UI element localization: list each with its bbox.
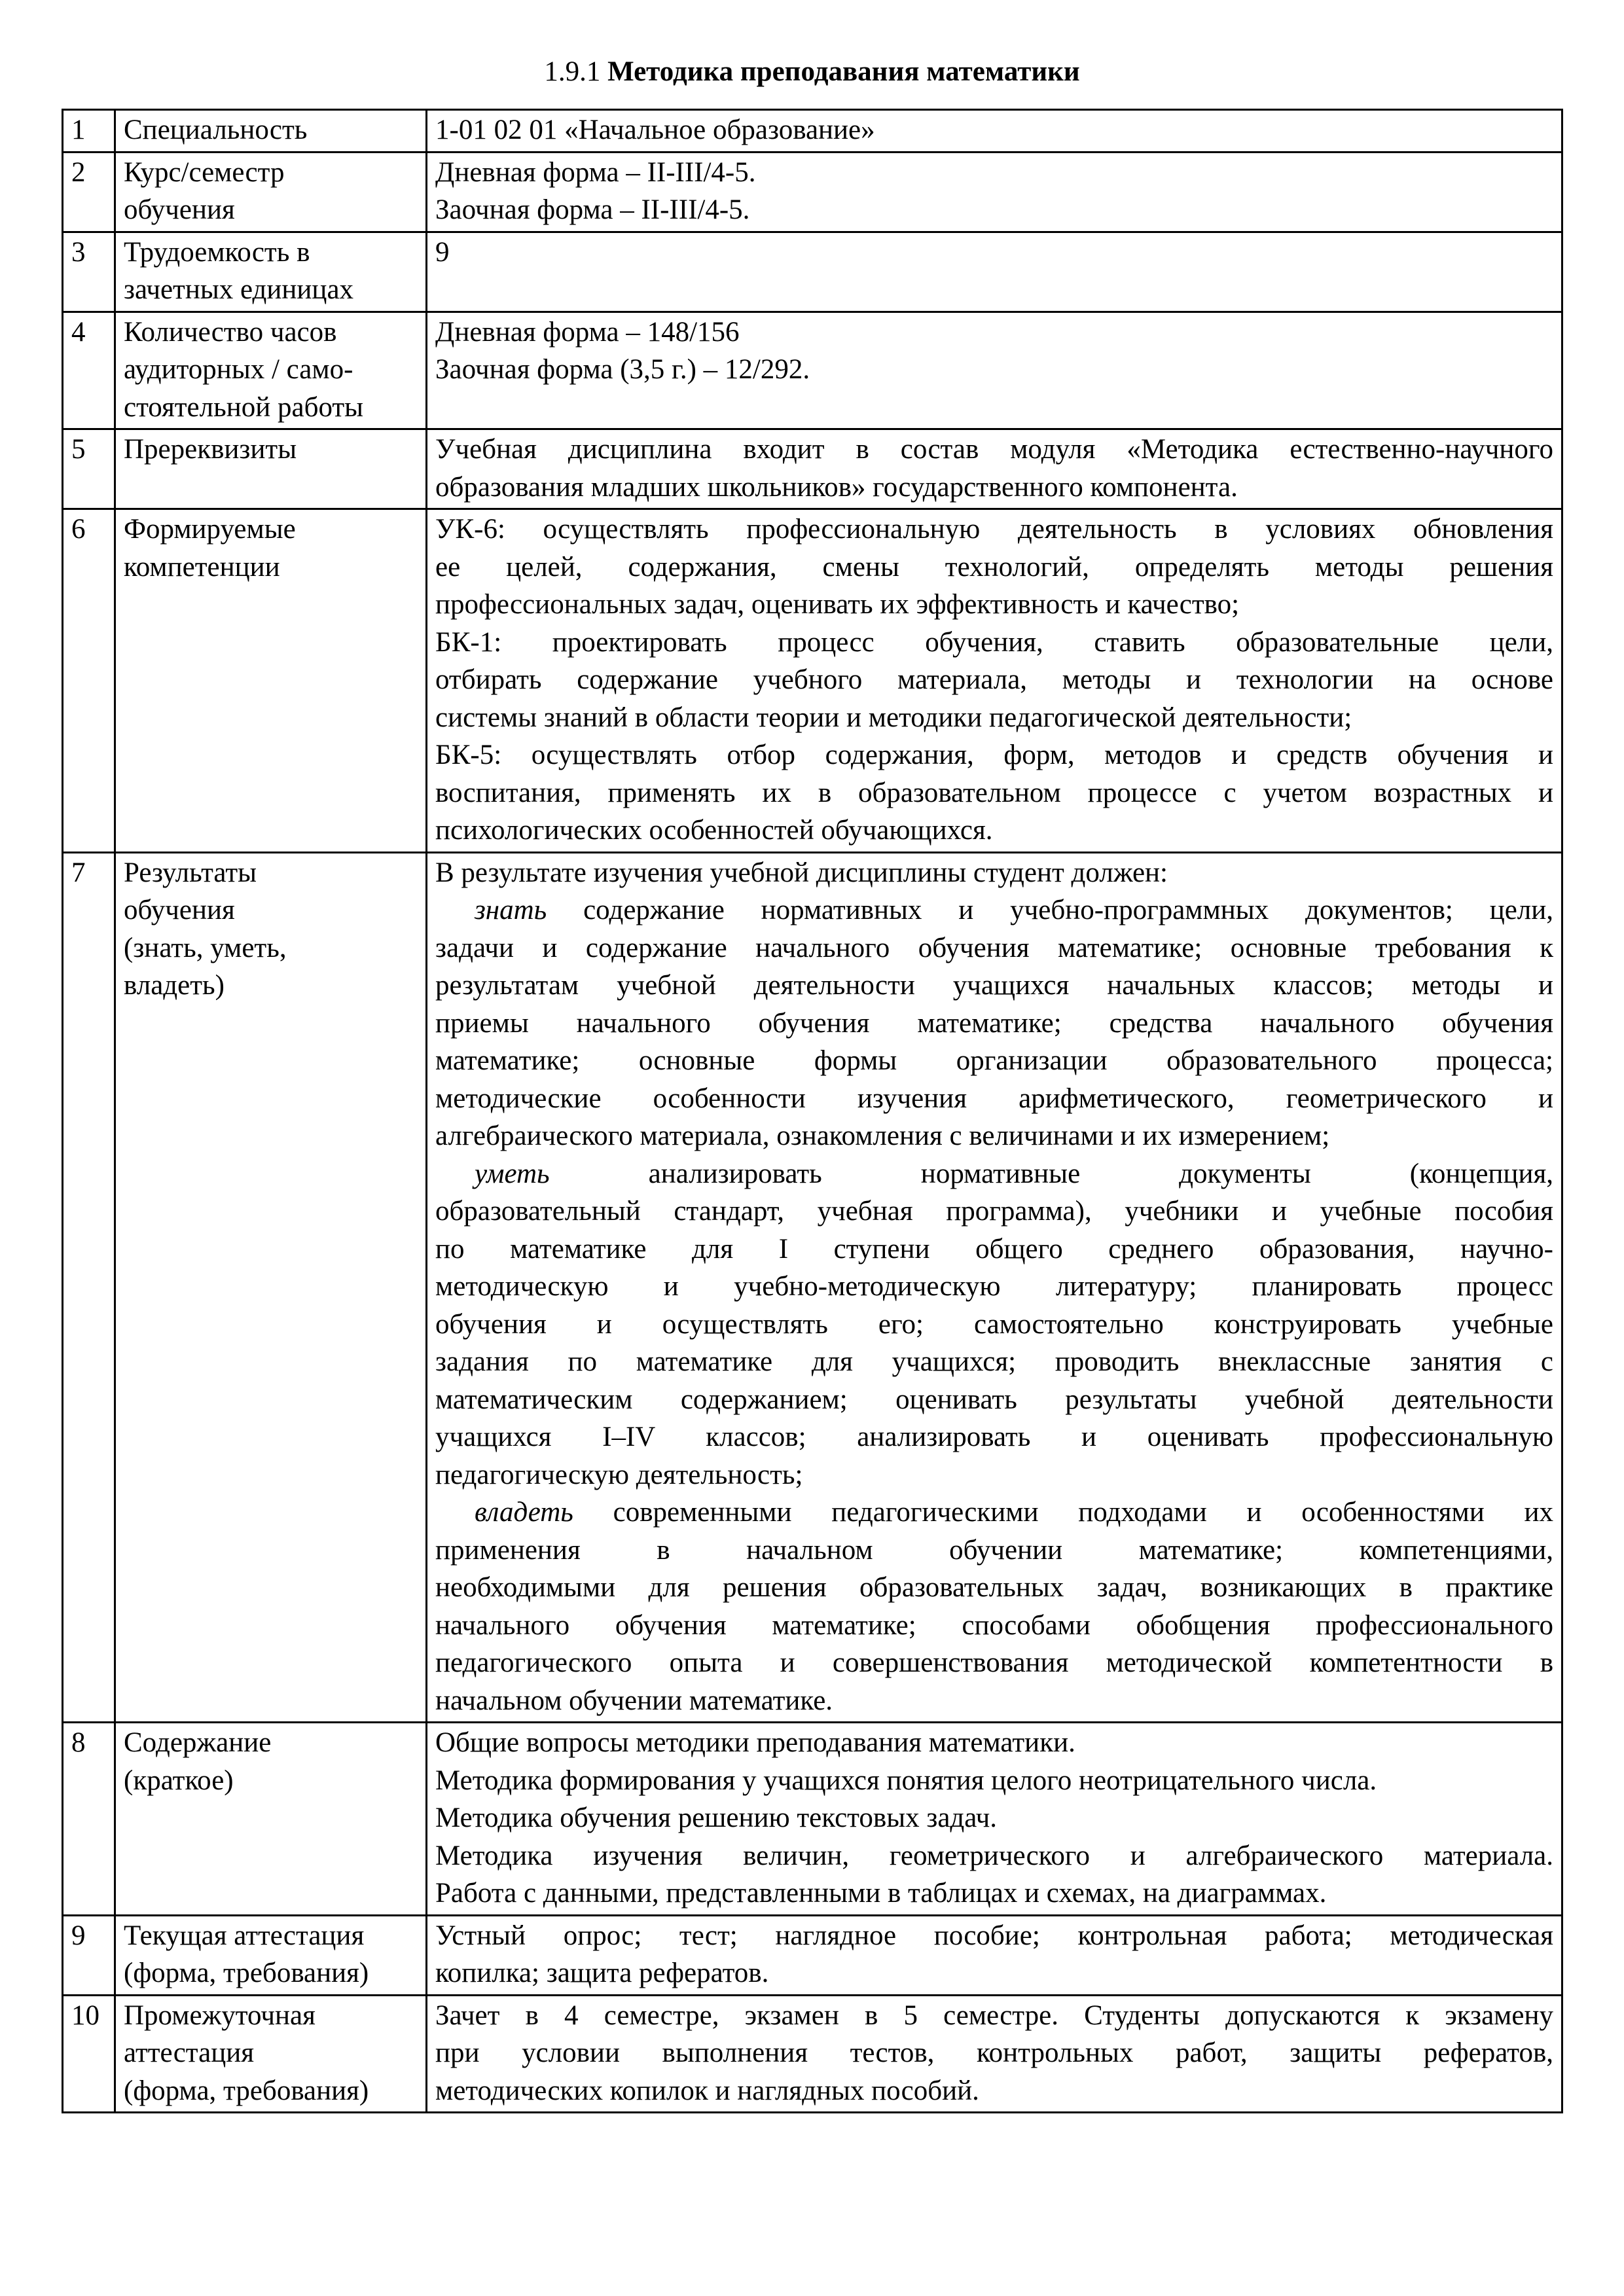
value-line: Дневная форма – 148/156: [435, 316, 740, 348]
table-row: [63, 1915, 1562, 1995]
value-line: системы знаний в области теории и методики педагогической деятельности;: [435, 702, 1352, 733]
row-number: 6: [63, 509, 115, 853]
label-line: стоятельной работы: [124, 391, 364, 423]
row-number: 8: [63, 1723, 115, 1916]
value-line: БК-1: проектировать процесс обучения, ставить образовательные цели,: [435, 626, 1553, 658]
value-line: начального обучения математике; способами обобщения профессионального: [435, 1609, 1553, 1641]
label-line: Пререквизиты: [124, 434, 297, 465]
value-line: обучения и осуществлять его; самостоятельно конструировать учебные: [435, 1308, 1553, 1340]
table-row: [63, 232, 1562, 312]
row-label: [115, 110, 427, 152]
label-line: аттестация: [124, 2037, 255, 2068]
value-line: отбирать содержание учебного материала, методы и технологии на основе: [435, 664, 1553, 695]
results-intro: В результате изучения учебной дисциплины студент должен:: [435, 857, 1168, 888]
row-value: [427, 312, 1562, 429]
value-line: 9: [435, 236, 450, 268]
label-line: Текущая аттестация: [124, 1920, 365, 1951]
value-line: задания по математике для учащихся; проводить внеклассные занятия с: [435, 1346, 1553, 1377]
value-line: приемы начального обучения математике; средства начального обучения: [435, 1007, 1553, 1039]
table-row: [63, 1723, 1562, 1916]
label-line: Трудоемкость в: [124, 236, 310, 268]
label-line: Промежуточная: [124, 2000, 316, 2031]
value-line: Работа с данными, представленными в таблицах и схемах, на диаграммах.: [435, 1878, 1327, 1909]
value-line: педагогического опыта и совершенствования методической компетентности в: [435, 1647, 1553, 1678]
label-line: (знать, уметь,: [124, 932, 287, 963]
row-value: [427, 152, 1562, 232]
section-title: Методика преподавания математики: [607, 56, 1080, 87]
value-line: 1-01 02 01 «Начальное образование»: [435, 115, 875, 145]
discipline-table: [62, 109, 1563, 2113]
row-label: [115, 429, 427, 509]
row-label: [115, 1995, 427, 2113]
row-label: [115, 509, 427, 853]
label-line: (форма, требования): [124, 1958, 369, 1988]
value-line: Дневная форма – II-III/4-5.: [435, 156, 756, 188]
value-line: при условии выполнения тестов, контрольных работ, защиты рефератов,: [435, 2037, 1553, 2068]
value-line: математическим содержанием; оценивать результаты учебной деятельности: [435, 1384, 1553, 1415]
value-line: педагогическую деятельность;: [435, 1459, 803, 1490]
results-know-first-line: [435, 891, 1553, 929]
value-line: образования младших школьников» государственного компонента.: [435, 471, 1238, 503]
row-value: [427, 110, 1562, 152]
row-number: 9: [63, 1915, 115, 1995]
value-line: психологических особенностей обучающихся.: [435, 815, 993, 846]
results-able-term: уметь: [475, 1158, 550, 1189]
value-line: образовательный стандарт, учебная программа), учебники и учебные пособия: [435, 1196, 1553, 1227]
value-line: применения в начальном обучении математике; компетенциями,: [435, 1534, 1553, 1566]
label-line: Специальность: [124, 115, 308, 145]
label-line: обучения: [124, 194, 235, 225]
row-number: 2: [63, 152, 115, 232]
label-line: Курс/семестр: [124, 156, 285, 188]
value-line: математике; основные формы организации образовательного процесса;: [435, 1045, 1553, 1076]
label-line: аудиторных / само-: [124, 354, 353, 385]
value-line: алгебраического материала, ознакомления с величинами и их измерением;: [435, 1121, 1330, 1151]
row-number: 4: [63, 312, 115, 429]
label-line: (краткое): [124, 1765, 234, 1796]
table-row: [63, 852, 1562, 1723]
label-line: Содержание: [124, 1727, 272, 1758]
row-value: [427, 232, 1562, 312]
value-line: воспитания, применять их в образовательном процессе с учетом возрастных и: [435, 777, 1553, 808]
label-line: зачетных единицах: [124, 274, 354, 305]
row-value: [427, 1723, 1562, 1916]
value-line: методическую и учебно-методическую литературу; планировать процесс: [435, 1271, 1553, 1302]
table-row: [63, 509, 1562, 853]
value-line: результатам учебной деятельности учащихся начальных классов; методы и: [435, 970, 1553, 1001]
results-able-first-line: [435, 1155, 1553, 1193]
label-line: обучения: [124, 895, 235, 925]
value-line: необходимыми для решения образовательных задач, возникающих в практике: [435, 1572, 1553, 1603]
table-row: [63, 429, 1562, 509]
results-own-first-line: [435, 1494, 1553, 1532]
row-number: 10: [63, 1995, 115, 2113]
row-number: 1: [63, 110, 115, 152]
value-line: ее целей, содержания, смены технологий, определять методы решения: [435, 551, 1553, 583]
value-line: задачи и содержание начального обучения математике; основные требования к: [435, 932, 1553, 963]
table-row: [63, 152, 1562, 232]
value-line: Зачет в 4 семестре, экзамен в 5 семестре. Студенты допускаются к экзамену: [435, 2000, 1553, 2031]
table-row: [63, 110, 1562, 152]
row-number: 3: [63, 232, 115, 312]
label-line: Результаты: [124, 857, 257, 888]
results-own-text: современными педагогическими подходами и особенностями их: [613, 1497, 1553, 1528]
value-line: Методика формирования у учащихся понятия целого неотрицательного числа.: [435, 1765, 1377, 1796]
results-own-term: владеть: [475, 1497, 573, 1528]
row-value: [427, 429, 1562, 509]
row-value: [427, 1995, 1562, 2113]
value-line: профессиональных задач, оценивать их эффективность и качество;: [435, 589, 1240, 620]
value-line: копилка; защита рефератов.: [435, 1958, 769, 1988]
results-know-term: знать: [475, 895, 547, 925]
row-number: 5: [63, 429, 115, 509]
row-value: [427, 1915, 1562, 1995]
value-line: учащихся I–IV классов; анализировать и оценивать профессиональную: [435, 1422, 1553, 1452]
results-able-text: анализировать нормативные документы (концепция,: [648, 1158, 1553, 1189]
value-line: Устный опрос; тест; наглядное пособие; контрольная работа; методическая: [435, 1920, 1553, 1951]
row-label: [115, 152, 427, 232]
label-line: (форма, требования): [124, 2075, 369, 2106]
value-line: Общие вопросы методики преподавания математики.: [435, 1727, 1075, 1758]
results-know-text: содержание нормативных и учебно-программных документов; цели,: [583, 895, 1554, 925]
value-line: Методика обучения решению текстовых задач.: [435, 1803, 998, 1833]
table-row: [63, 312, 1562, 429]
table-row: [63, 1995, 1562, 2113]
row-label: [115, 232, 427, 312]
row-value: [427, 852, 1562, 1723]
label-line: компетенции: [124, 551, 280, 583]
label-line: Количество часов: [124, 316, 337, 348]
section-heading: [0, 52, 1624, 92]
value-line: Заочная форма – II-III/4-5.: [435, 194, 750, 225]
row-label: [115, 312, 427, 429]
value-line: начальном обучении математике.: [435, 1685, 833, 1716]
row-label: [115, 1723, 427, 1916]
value-line: Заочная форма (3,5 г.) – 12/292.: [435, 354, 810, 385]
value-line: БК-5: осуществлять отбор содержания, форм, методов и средств обучения и: [435, 740, 1553, 770]
value-line: по математике для I ступени общего среднего образования, научно-: [435, 1233, 1553, 1265]
row-number: 7: [63, 852, 115, 1723]
value-line: Учебная дисциплина входит в состав модуля «Методика естественно-научного: [435, 434, 1553, 465]
row-label: [115, 1915, 427, 1995]
value-line: УК-6: осуществлять профессиональную деятельность в условиях обновления: [435, 514, 1553, 545]
label-line: Формируемые: [124, 514, 296, 545]
value-line: Методика изучения величин, геометрического и алгебраического материала.: [435, 1840, 1553, 1871]
label-line: владеть): [124, 970, 225, 1001]
discipline-table-body: [63, 110, 1562, 2113]
value-line: методических копилок и наглядных пособий.: [435, 2075, 979, 2106]
row-value: [427, 509, 1562, 853]
value-line: методические особенности изучения арифметического, геометрического и: [435, 1083, 1553, 1114]
section-number: 1.9.1: [544, 56, 601, 87]
row-label: [115, 852, 427, 1723]
